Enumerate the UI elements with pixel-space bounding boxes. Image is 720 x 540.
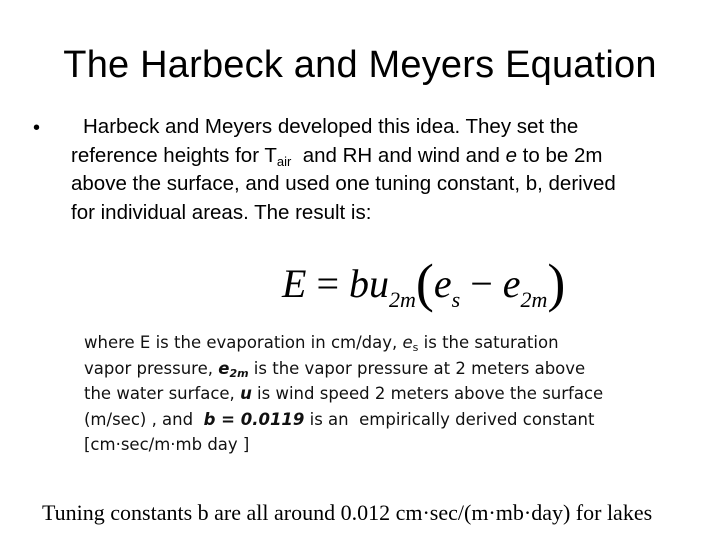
slide-title: The Harbeck and Meyers Equation — [63, 44, 657, 86]
definition-line-5: [cm·sec/m·mb day ] — [84, 435, 250, 454]
bullet-marker: • — [33, 117, 41, 139]
definition-line-3: the water surface, u is wind speed 2 meters above the surface — [84, 384, 604, 403]
definition-line-1: where E is the evaporation in cm/day, $e_s$ is the saturation — [84, 333, 559, 354]
bullet-line-2: reference heights for $T_{air}$ and RH and wind and e to be 2m — [71, 143, 603, 169]
bullet-line-3: above the surface, and used one tuning constant, b, derived — [71, 172, 616, 195]
bullet-line-4: for individual areas. The result is: — [71, 200, 372, 224]
bullet-paragraph — [71, 113, 671, 227]
footer-note: Tuning constants b are all around 0.012 cm·sec/(m·mb·day) for lakes — [42, 500, 653, 525]
harbeck-meyers-equation: $E = bu_{2m}(e_s - e_{2m})$ — [282, 253, 566, 313]
definition-line-2: vapor pressure, $e_{2m}$ is the vapor pressure at 2 meters above — [84, 358, 586, 380]
bullet-line-1: Harbeck and Meyers developed this idea. They set the — [83, 115, 579, 138]
definition-line-4: (m/sec) , and b = 0.0119 is an empirically derived constant — [84, 409, 595, 429]
variable-definitions — [84, 330, 644, 458]
